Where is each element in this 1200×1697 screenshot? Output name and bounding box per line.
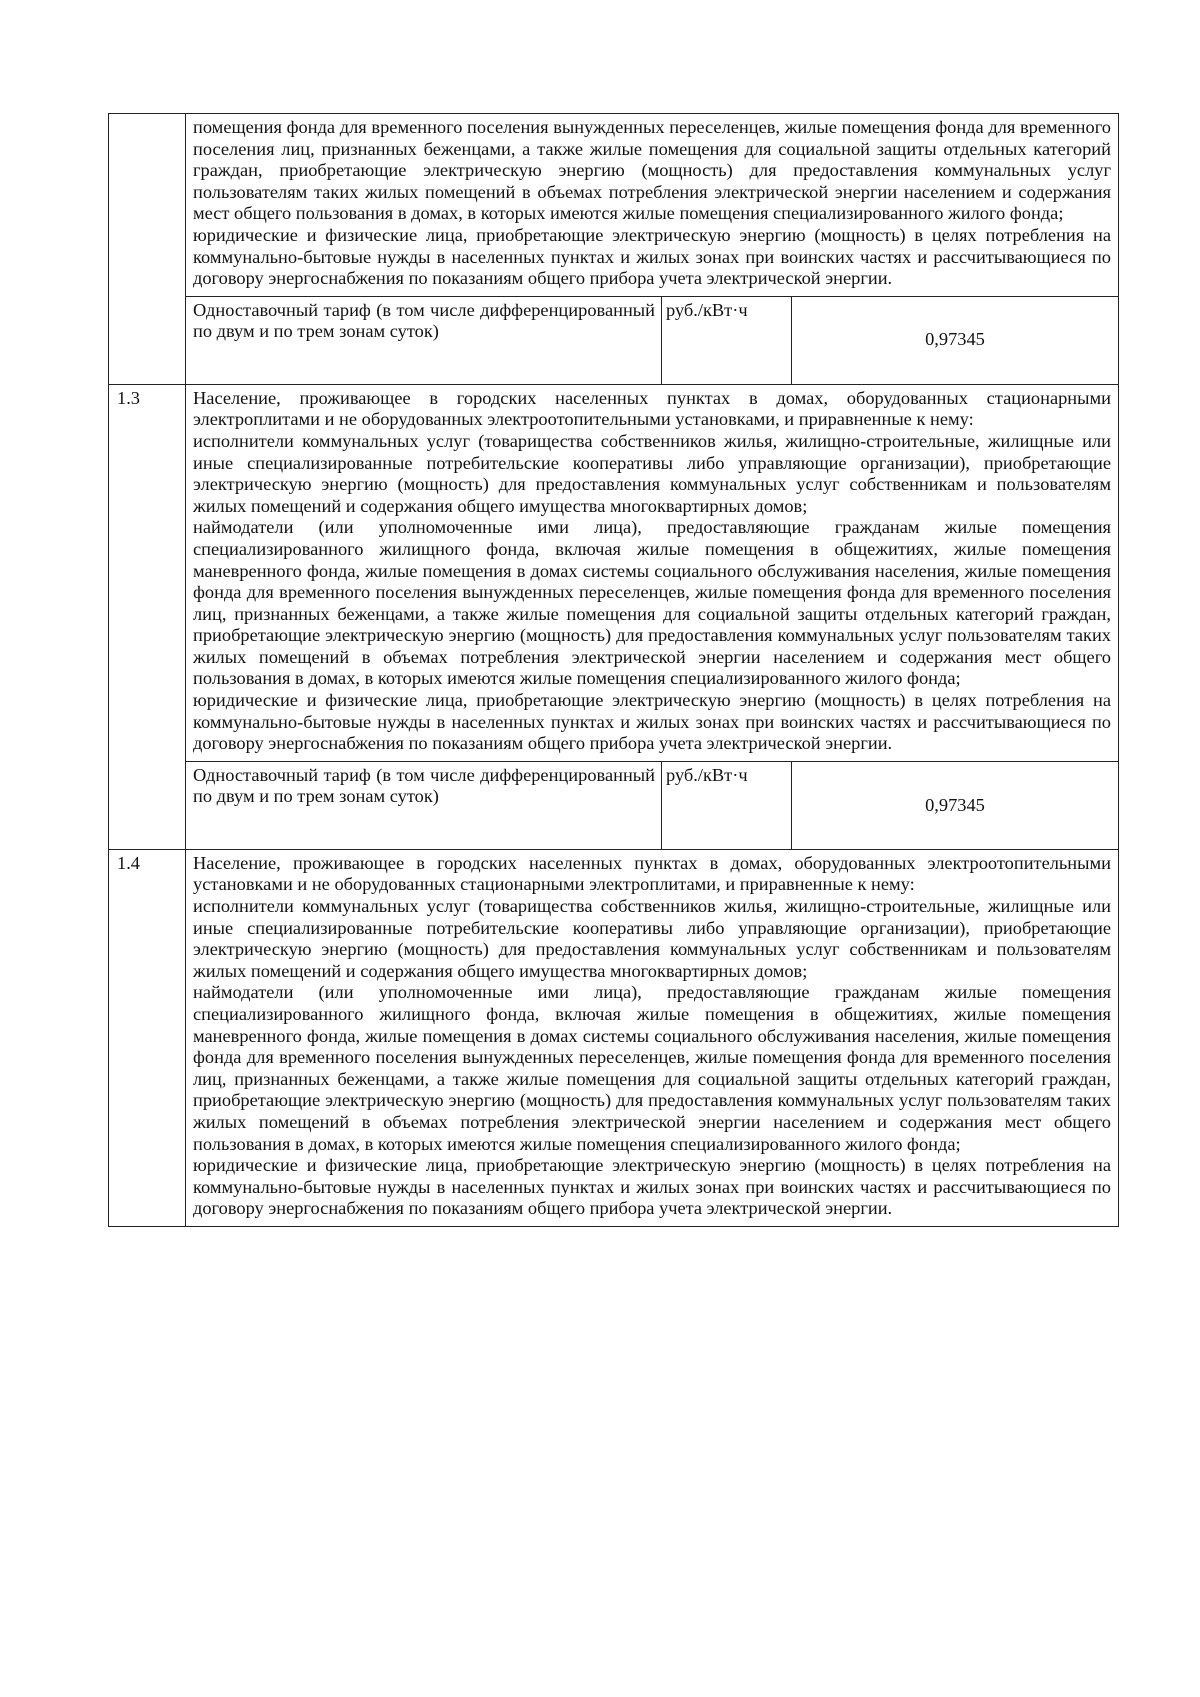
tariff-row — [109, 761, 1119, 849]
tariff-table — [108, 113, 1119, 1227]
row-number-cell: 1.4 — [109, 849, 186, 1226]
tariff-name-cell: Одноставочный тариф (в том числе дифференцированный по двум и по трем зонам суток) — [186, 296, 662, 384]
row-number-cell: 1.3 — [109, 384, 186, 849]
tariff-value-cell: 0,97345 — [792, 761, 1119, 849]
description-paragraph: Население, проживающее в городских населенных пунктах в домах, оборудованных стационарными электроплитами и не оборудованных электроотопительными установками, и приравненные к нему: — [193, 387, 1111, 430]
tariff-row — [109, 296, 1119, 384]
row-number-cell — [109, 114, 186, 385]
description-paragraph: юридические и физические лица, приобретающие электрическую энергию (мощность) в целях потребления на коммунально-бытовые нужды в населенных пунктах и жилых зонах при воинских частях и рассчитывающиеся по договору энергоснабжения по показаниям общего прибора учета электрической энергии. — [193, 224, 1111, 289]
consumer-description-cell — [186, 849, 1119, 1226]
table-row — [109, 114, 1119, 297]
description-paragraph: исполнители коммунальных услуг (товарищества собственников жилья, жилищно-строительные, жилищные или иные специализированные потребительские кооперативы либо управляющие организации), приобретающие электрическую энергию (мощность) для предоставления коммунальных услуг собственникам и пользователям жилых помещений и содержания общего имущества многоквартирных домов; — [193, 430, 1111, 516]
consumer-description-cell — [186, 384, 1119, 761]
tariff-unit-cell: руб./кВт·ч — [662, 761, 792, 849]
description-paragraph: Население, проживающее в городских населенных пунктах в домах, оборудованных электроотопительными установками и не оборудованных стационарными электроплитами, и приравненные к нему: — [193, 852, 1111, 895]
consumer-description-cell — [186, 114, 1119, 297]
tariff-name-cell: Одноставочный тариф (в том числе дифференцированный по двум и по трем зонам суток) — [186, 761, 662, 849]
description-paragraph: помещения фонда для временного поселения вынужденных переселенцев, жилые помещения фонда для временного поселения лиц, признанных беженцами, а также жилые помещения для социальной защиты отдельных категорий граждан, приобретающие электрическую энергию (мощность) для предоставления коммунальных услуг пользователям таких жилых помещений в объемах потребления электрической энергии населением и содержания мест общего пользования в домах, в которых имеются жилые помещения специализированного жилого фонда; — [193, 117, 1111, 224]
description-paragraph: наймодатели (или уполномоченные ими лица), предоставляющие гражданам жилые помещения специализированного жилищного фонда, включая жилые помещения в общежитиях, жилые помещения маневренного фонда, жилые помещения в домах системы социального обслуживания населения, жилые помещения фонда для временного поселения вынужденных переселенцев, жилые помещения фонда для временного поселения лиц, признанных беженцами, а также жилые помещения для социальной защиты отдельных категорий граждан, приобретающие электрическую энергию (мощность) для предоставления коммунальных услуг пользователям таких жилых помещений в объемах потребления электрической энергии населением и содержания мест общего пользования в домах, в которых имеются жилые помещения специализированного жилого фонда; — [193, 982, 1111, 1154]
table-row — [109, 849, 1119, 1226]
tariff-unit-cell: руб./кВт·ч — [662, 296, 792, 384]
table-row — [109, 384, 1119, 761]
description-paragraph: исполнители коммунальных услуг (товарищества собственников жилья, жилищно-строительные, жилищные или иные специализированные потребительские кооперативы либо управляющие организации), приобретающие электрическую энергию (мощность) для предоставления коммунальных услуг собственникам и пользователям жилых помещений и содержания общего имущества многоквартирных домов; — [193, 896, 1111, 981]
description-paragraph: юридические и физические лица, приобретающие электрическую энергию (мощность) в целях потребления на коммунально-бытовые нужды в населенных пунктах и жилых зонах при воинских частях и рассчитывающиеся по договору энергоснабжения по показаниям общего прибора учета электрической энергии. — [193, 690, 1111, 754]
description-paragraph: наймодатели (или уполномоченные ими лица), предоставляющие гражданам жилые помещения специализированного жилищного фонда, включая жилые помещения в общежитиях, жилые помещения маневренного фонда, жилые помещения в домах системы социального обслуживания населения, жилые помещения фонда для временного поселения вынужденных переселенцев, жилые помещения фонда для временного поселения лиц, признанных беженцами, а также жилые помещения для социальной защиты отдельных категорий граждан, приобретающие электрическую энергию (мощность) для предоставления коммунальных услуг пользователям таких жилых помещений в объемах потребления электрической энергии населением и содержания мест общего пользования в домах, в которых имеются жилые помещения специализированного жилого фонда; — [193, 517, 1111, 689]
tariff-value-cell: 0,97345 — [792, 296, 1119, 384]
description-paragraph: юридические и физические лица, приобретающие электрическую энергию (мощность) в целях потребления на коммунально-бытовые нужды в населенных пунктах и жилых зонах при воинских частях и рассчитывающиеся по договору энергоснабжения по показаниям общего прибора учета электрической энергии. — [193, 1155, 1111, 1219]
